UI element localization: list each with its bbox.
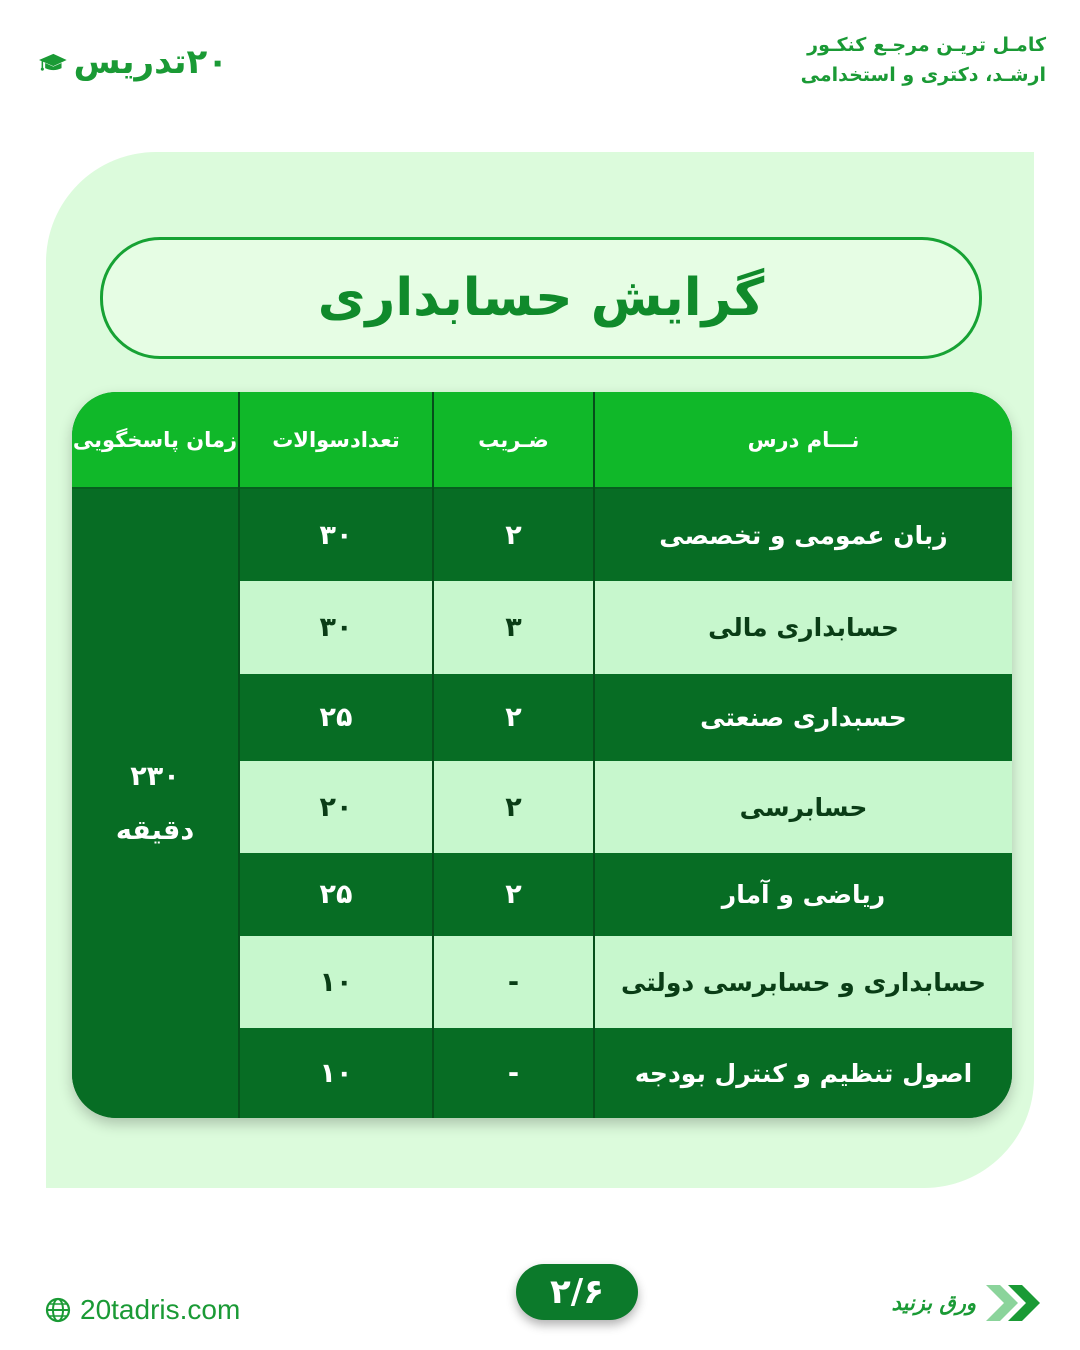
double-chevron-right-icon [982,1283,1046,1323]
website-link[interactable] [44,1290,240,1330]
table-header [72,392,1012,489]
title-box [100,237,982,359]
page-indicator [516,1264,638,1320]
header-time: زمان پاسخگویی [72,427,238,452]
row-course: حسابداری و حسابرسی دولتی [620,967,987,997]
table-row [240,489,1012,581]
row-count: ۲۵ [319,879,353,910]
row-coefficient: ۳ [505,612,522,643]
table-row [240,936,1012,1028]
swipe-hint[interactable] [891,1280,1046,1326]
row-coefficient: ۲ [505,519,522,551]
header-course: نـــام درس [747,427,860,452]
brand-logo [38,34,228,90]
logo-text: ۲۰تدریس [73,42,228,82]
row-course: زبان عمومی و تخصصی [659,520,948,550]
row-course: حسبداری صنعتی [700,703,907,732]
table-row [240,1028,1012,1118]
tagline [726,30,1046,90]
row-count: ۳۰ [319,612,353,643]
table-row [240,761,1012,853]
table-row [240,853,1012,936]
time-unit: دقیقه [115,814,195,846]
table-row [240,581,1012,674]
time-cell [72,489,238,1118]
row-coefficient: ۲ [505,791,522,823]
header-coefficient: ضـریب [478,427,549,452]
row-course: حسابداری مالی [708,613,899,642]
row-count: ۱۰ [319,966,353,998]
tagline-line-2: ارشـد، دکتری و استخدامی [800,64,1046,86]
exam-table [72,392,1012,1118]
row-course: ریاضی و آمار [721,880,886,909]
swipe-label: ورق بزنید [891,1291,976,1315]
globe-icon [44,1296,72,1324]
column-divider [238,392,240,1118]
row-count: ۳۰ [319,519,353,551]
column-divider [593,392,595,1118]
row-count: ۲۰ [319,791,353,823]
row-coefficient: - [507,966,520,998]
row-count: ۲۵ [319,702,353,733]
column-divider [432,392,434,1118]
row-course: اصول تنظیم و کنترل بودجه [634,1058,973,1088]
row-count: ۱۰ [319,1057,353,1089]
tagline-line-1: کامـل تریـن مرجـع کنکـور [807,34,1046,56]
header-count: تعدادسوالات [272,427,400,452]
row-course: حسابرسی [739,792,868,822]
website-text: 20tadris.com [80,1294,241,1325]
row-coefficient: ۲ [505,879,522,910]
row-coefficient: ۲ [505,702,522,733]
table-row [240,674,1012,761]
graduation-cap-icon [38,40,68,84]
row-coefficient: - [507,1057,520,1089]
page-title: گرایش حسابداری [317,268,765,328]
page-number: ۲/۶ [550,1272,604,1312]
time-value: ۲۳۰ [130,760,180,792]
